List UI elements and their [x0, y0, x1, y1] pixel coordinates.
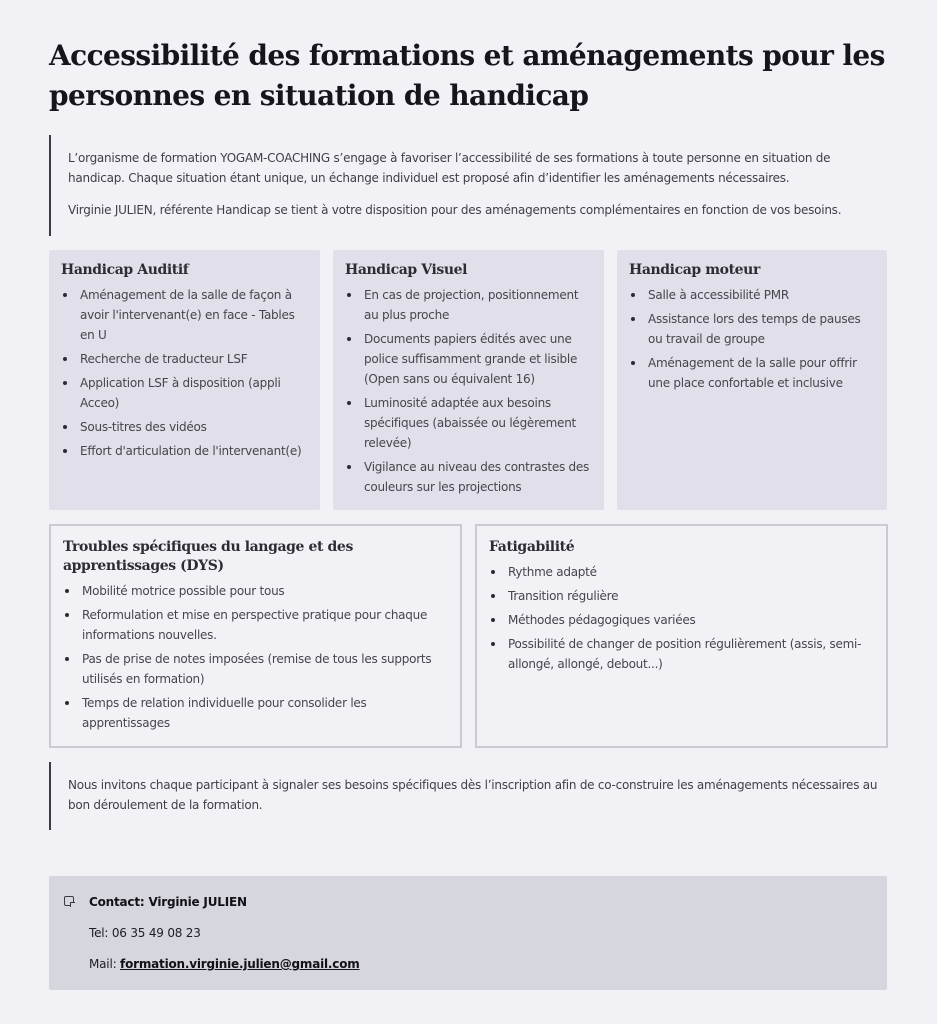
- list-item: Sous-titres des vidéos: [61, 417, 308, 437]
- intro-blockquote: [49, 135, 889, 236]
- list-item: Possibilité de changer de position régulièrement (assis, semi-allongé, allongé, debout...): [489, 634, 874, 674]
- list-item: Aménagement de la salle de façon à avoir l'intervenant(e) en face - Tables en U: [61, 285, 308, 345]
- card-title: Troubles spécifiques du langage et des apprentissages (DYS): [63, 539, 353, 574]
- note-blockquote: [49, 762, 889, 830]
- note-text: Nous invitons chaque participant à signaler ses besoins spécifiques dès l’inscription afin de co-construire les aménagements nécessaires au bon déroulement de la formation.: [68, 778, 878, 812]
- list-item: Méthodes pédagogiques variées: [489, 610, 874, 630]
- list-item: Temps de relation individuelle pour consolider les apprentissages: [63, 693, 448, 733]
- note-icon: [64, 896, 74, 906]
- contact-tel: Tel: 06 35 49 08 23: [89, 926, 201, 940]
- list-item: Vigilance au niveau des contrastes des couleurs sur les projections: [345, 457, 592, 497]
- card-handicap-moteur: [617, 250, 887, 510]
- mail-link[interactable]: formation.virginie.julien@gmail.com: [120, 957, 360, 971]
- card-title: Handicap Visuel: [345, 262, 468, 278]
- list-item: Recherche de traducteur LSF: [61, 349, 308, 369]
- list-item: Documents papiers édités avec une police suffisamment grande et lisible (Open sans ou équivalent 16): [345, 329, 592, 389]
- contact-box: [49, 876, 887, 990]
- mail-label: Mail:: [89, 957, 121, 971]
- intro-paragraph: L’organisme de formation YOGAM-COACHING s’engage à favoriser l’accessibilité de ses formations à toute personne en situation de handicap. Chaque situation étant unique, un échange individuel est proposé afin d’identifier les aménagements nécessaires.: [68, 151, 831, 185]
- list-item: Mobilité motrice possible pour tous: [63, 581, 448, 601]
- card-troubles-dys: [49, 524, 462, 748]
- list-item: Rythme adapté: [489, 562, 874, 582]
- card-title: Handicap moteur: [629, 262, 760, 278]
- list-item: Pas de prise de notes imposées (remise de tous les supports utilisés en formation): [63, 649, 448, 689]
- card-list: [629, 285, 875, 393]
- card-list: [489, 562, 874, 674]
- list-item: Effort d'articulation de l'intervenant(e): [61, 441, 308, 461]
- card-handicap-visuel: [333, 250, 604, 510]
- contact-heading: Contact: Virginie JULIEN: [89, 895, 247, 909]
- card-list: [61, 285, 308, 461]
- list-item: Luminosité adaptée aux besoins spécifiques (abaissée ou légèrement relevée): [345, 393, 592, 453]
- list-item: Reformulation et mise en perspective pratique pour chaque informations nouvelles.: [63, 605, 448, 645]
- card-handicap-auditif: [49, 250, 320, 510]
- list-item: Assistance lors des temps de pauses ou travail de groupe: [629, 309, 875, 349]
- card-list: [63, 581, 448, 733]
- list-item: Transition régulière: [489, 586, 874, 606]
- intro-paragraph: Virginie JULIEN, référente Handicap se tient à votre disposition pour des aménagements complémentaires en fonction de vos besoins.: [68, 203, 842, 217]
- card-list: [345, 285, 592, 497]
- list-item: Salle à accessibilité PMR: [629, 285, 875, 305]
- page-title: Accessibilité des formations et aménagements pour les personnes en situation de handicap: [49, 39, 885, 112]
- card-fatigabilite: [475, 524, 888, 748]
- list-item: En cas de projection, positionnement au plus proche: [345, 285, 592, 325]
- list-item: Application LSF à disposition (appli Acceo): [61, 373, 308, 413]
- card-title: Handicap Auditif: [61, 262, 189, 278]
- contact-mail-row: [89, 955, 360, 973]
- card-title: Fatigabilité: [489, 539, 575, 555]
- list-item: Aménagement de la salle pour offrir une place confortable et inclusive: [629, 353, 875, 393]
